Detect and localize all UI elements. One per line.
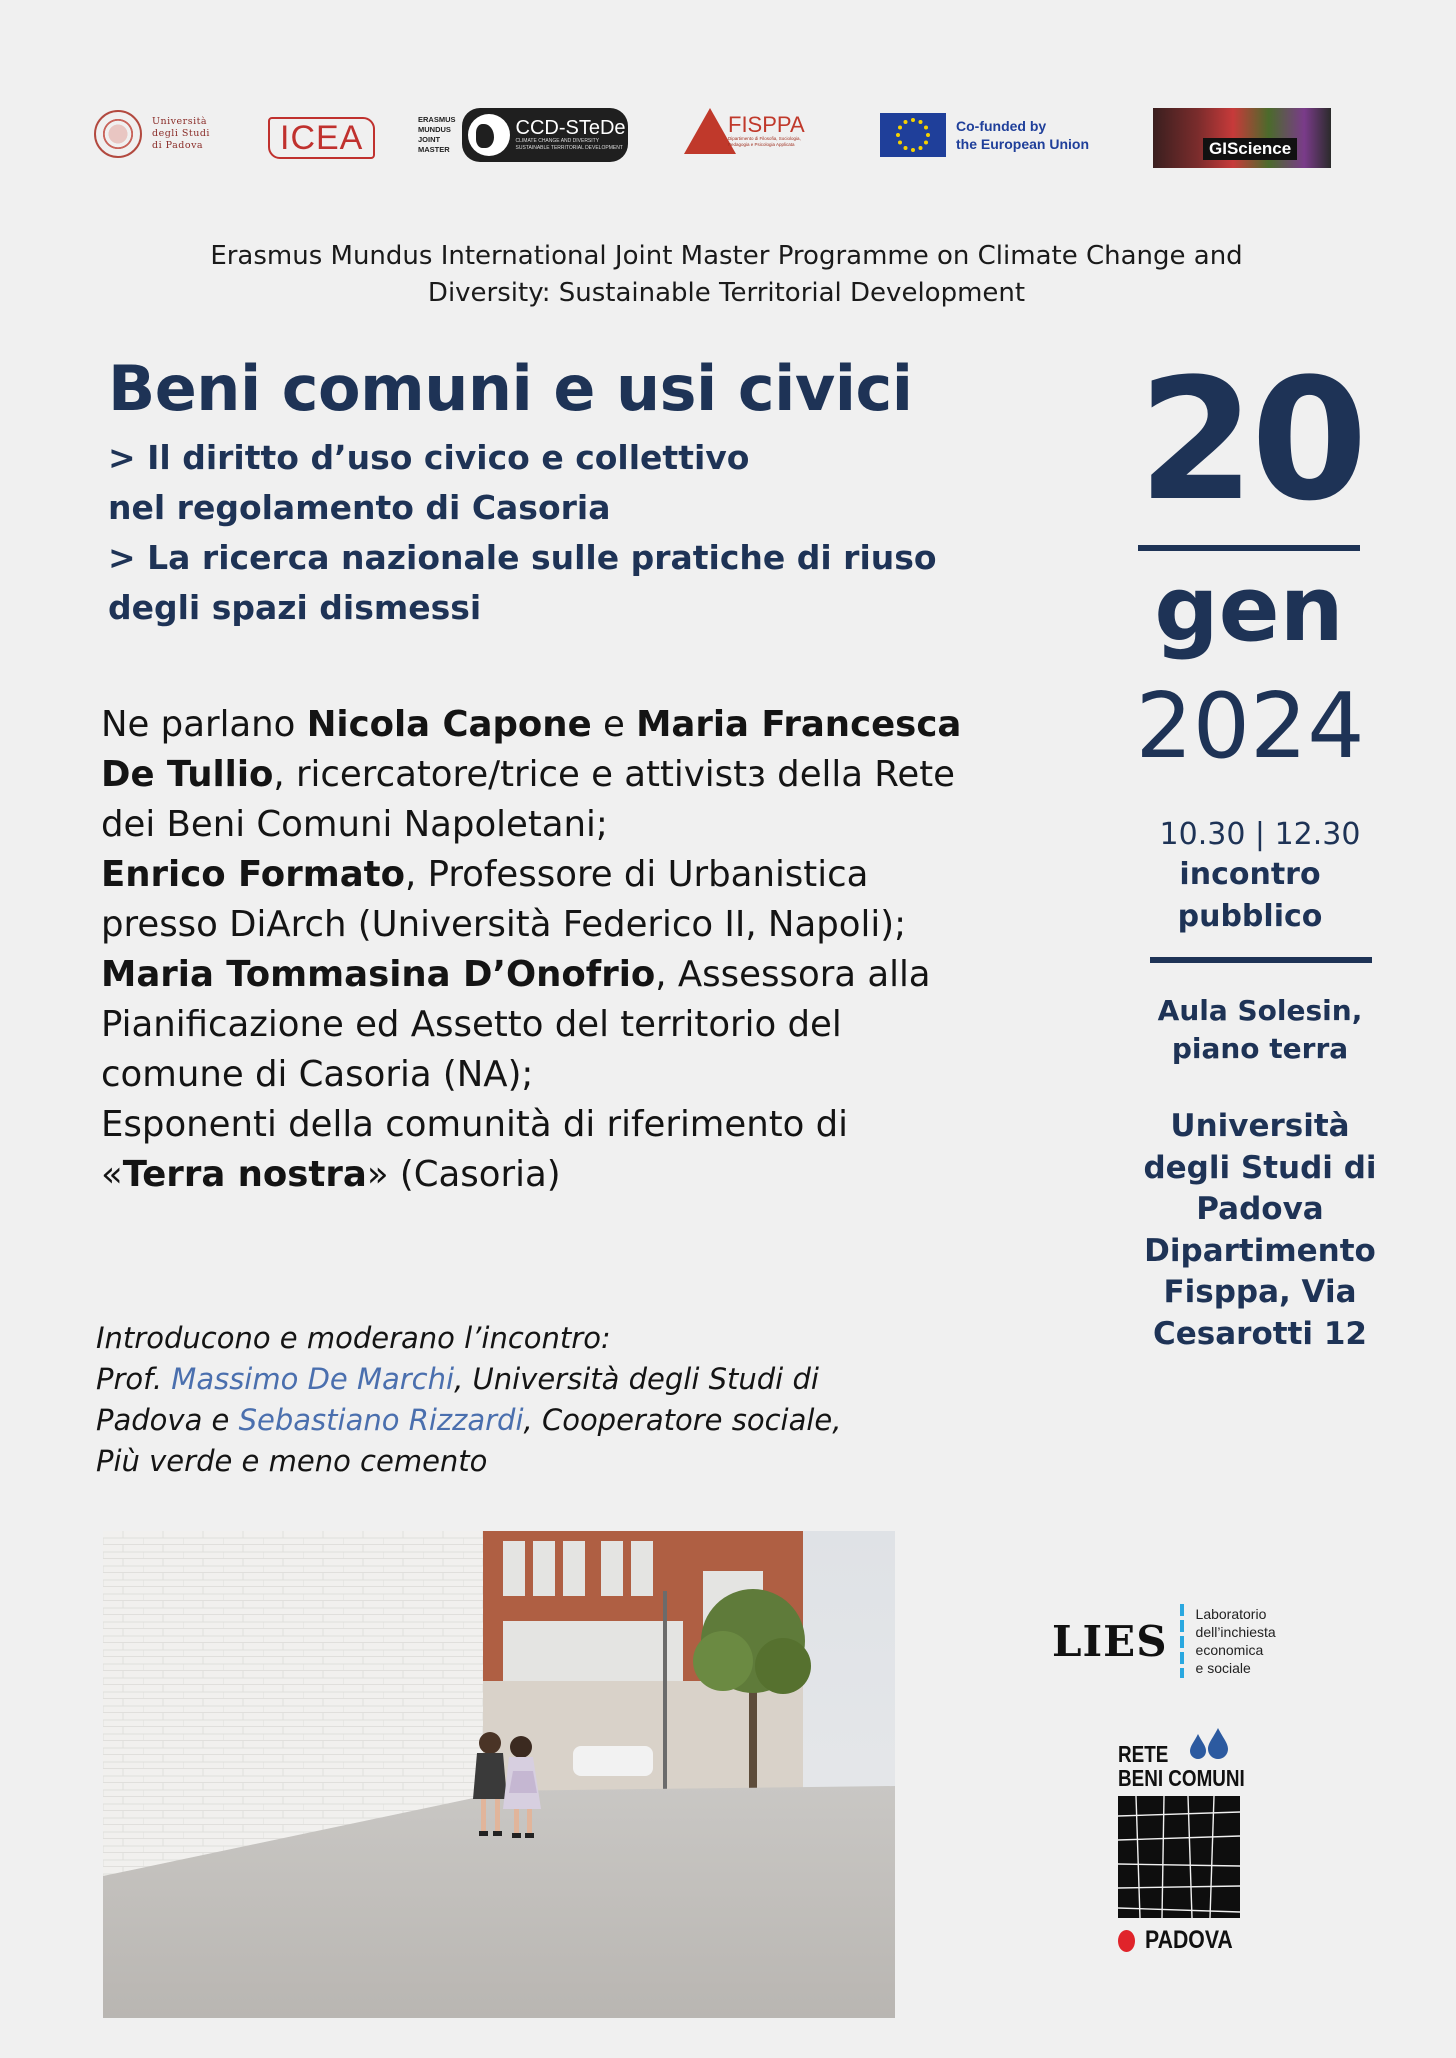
subtitle-line: > La ricerca nazionale sulle pratiche di riuso	[108, 538, 937, 577]
room-line: Aula Solesin,	[1157, 994, 1363, 1027]
moderators-text: Prof.	[96, 1362, 172, 1396]
fisppa-subtitle: Pedagogia e Psicologia Applicata	[728, 142, 795, 147]
moderators-text: Più verde e meno cemento	[96, 1444, 488, 1478]
speaker-name: Terra nostra	[122, 1154, 367, 1195]
event-venue	[1140, 1106, 1380, 1355]
lies-description	[1196, 1605, 1276, 1677]
moderators-text: , Cooperatore sociale,	[523, 1403, 842, 1437]
room-line: piano terra	[1171, 1032, 1349, 1065]
speaker-name: De Tullio	[101, 754, 274, 795]
speakers-text: Pianificazione ed Assetto del territorio del	[101, 1004, 842, 1045]
lies-wordmark: LIES	[1052, 1616, 1168, 1666]
speakers-paragraph	[101, 700, 1001, 1200]
event-day: 20	[1138, 342, 1364, 538]
moderator-name-link[interactable]: Massimo De Marchi	[171, 1362, 455, 1396]
event-type-line: pubblico	[1177, 899, 1323, 934]
icea-logo	[268, 117, 375, 159]
unipd-line: di Padova	[152, 140, 204, 151]
lies-line: e sociale	[1195, 1660, 1251, 1676]
event-type	[1130, 854, 1370, 938]
unipd-line: Università	[152, 116, 208, 127]
moderators-text: Introducono e moderano l’incontro:	[96, 1321, 611, 1355]
event-type-line: incontro	[1179, 857, 1321, 892]
lies-line: economica	[1195, 1642, 1264, 1658]
street-photo-illustration	[103, 1531, 895, 2018]
rete-line: BENI COMUNI	[1118, 1765, 1245, 1791]
moderators-text: , Università degli Studi di	[454, 1362, 819, 1396]
event-subtitle	[108, 433, 937, 633]
unipd-logo	[94, 110, 210, 158]
venue-line: degli Studi di	[1143, 1149, 1377, 1186]
speakers-text: » (Casoria)	[366, 1154, 561, 1195]
icea-wordmark: ICEA	[268, 117, 375, 159]
lies-logo	[1052, 1604, 1276, 1678]
speaker-name: Nicola Capone	[306, 704, 592, 745]
programme-line: Erasmus Mundus International Joint Master Programme on Climate Change and	[210, 241, 1243, 271]
speakers-text: e	[591, 704, 637, 745]
street-photo	[103, 1531, 895, 2018]
moderators-paragraph	[96, 1318, 841, 1482]
fisppa-logo	[684, 108, 805, 154]
moderator-name-link[interactable]: Sebastiano Rizzardi	[238, 1403, 524, 1437]
eu-line: the European Union	[956, 136, 1089, 152]
programme-line: Diversity: Sustainable Territorial Development	[427, 278, 1026, 308]
venue-line: Fisppa, Via	[1163, 1274, 1357, 1310]
erasmus-mundus-label	[418, 115, 456, 155]
lies-line: dell’inchiesta	[1195, 1624, 1276, 1640]
rete-line: RETE	[1118, 1741, 1169, 1767]
speakers-text: presso DiArch (Università Federico II, Napoli);	[101, 904, 907, 945]
university-seal-icon	[94, 110, 142, 158]
unipd-line: degli Studi	[152, 128, 210, 139]
venue-line: Dipartimento	[1144, 1232, 1376, 1269]
giscience-banner	[1153, 108, 1331, 168]
ccd-stede-subtitle: SUSTAINABLE TERRITORIAL DEVELOPMENT	[515, 145, 623, 151]
subtitle-line: nel regolamento di Casoria	[108, 488, 611, 527]
eu-flag-icon	[880, 113, 946, 157]
lies-line: Laboratorio	[1195, 1606, 1267, 1622]
speaker-name: Maria Tommasina D’Onofrio	[101, 954, 656, 995]
venue-line: Padova	[1196, 1191, 1324, 1227]
event-title: Beni comuni e usi civici	[108, 352, 913, 425]
fisppa-wordmark: FISPPA	[728, 112, 805, 137]
rete-city	[1118, 1926, 1248, 1955]
eu-cofunded-logo	[880, 113, 1089, 157]
event-month: gen	[1154, 557, 1344, 662]
fisppa-subtitle: Dipartimento di Filosofia, Sociologia,	[728, 136, 801, 141]
ccd-stede-subtitle: CLIMATE CHANGE AND DIVERSITY	[515, 138, 600, 144]
rete-city-label: PADOVA	[1144, 1926, 1233, 1954]
ccd-stede-title: CCD-STeDe	[515, 117, 626, 139]
speakers-text: Esponenti della comunità di riferimento di	[101, 1104, 849, 1145]
speakers-text: , ricercatore/trice e attivistз della Rete	[273, 754, 955, 795]
speakers-text: «	[101, 1154, 123, 1195]
eu-stars-icon	[893, 115, 933, 155]
water-drops-icon	[1186, 1728, 1232, 1764]
giscience-label: GIScience	[1203, 138, 1297, 160]
speakers-text: Ne parlano	[101, 704, 307, 745]
giscience-logo	[1153, 108, 1331, 168]
event-time: 10.30 | 12.30	[1159, 817, 1361, 852]
speakers-text: , Professore di Urbanistica	[405, 854, 869, 895]
speaker-name: Maria Francesca	[636, 704, 962, 745]
rete-beni-comuni-logo	[1118, 1742, 1248, 1955]
programme-description	[170, 238, 1283, 312]
subtitle-line: degli spazi dismessi	[108, 588, 482, 627]
red-dot-icon	[1118, 1930, 1135, 1952]
speaker-name: Enrico Formato	[101, 854, 406, 895]
event-year: 2024	[1135, 674, 1365, 779]
erasmus-line: MASTER	[418, 145, 450, 154]
moderators-text: Padova e	[96, 1403, 239, 1437]
globe-icon	[468, 114, 510, 156]
erasmus-line: ERASMUS	[418, 115, 456, 124]
net-pattern-icon	[1118, 1796, 1240, 1918]
venue-divider	[1150, 957, 1372, 963]
speakers-text: comune di Casoria (NA);	[101, 1054, 534, 1095]
erasmus-line: MUNDUS	[418, 125, 451, 134]
speakers-text: , Assessora alla	[655, 954, 931, 995]
erasmus-line: JOINT	[418, 135, 441, 144]
date-divider	[1138, 545, 1360, 551]
venue-line: Università	[1170, 1108, 1350, 1144]
eu-line: Co-funded by	[956, 118, 1047, 134]
speakers-text: dei Beni Comuni Napoletani;	[101, 804, 608, 845]
unipd-wordmark	[152, 116, 210, 152]
event-room	[1140, 992, 1380, 1068]
lies-divider	[1180, 1604, 1184, 1678]
ccd-stede-logo	[418, 108, 628, 162]
ccd-stede-badge	[462, 108, 628, 162]
venue-line: Cesarotti 12	[1153, 1315, 1367, 1352]
subtitle-line: > Il diritto d’uso civico e collettivo	[108, 438, 750, 477]
eu-cofunded-text	[956, 117, 1089, 153]
